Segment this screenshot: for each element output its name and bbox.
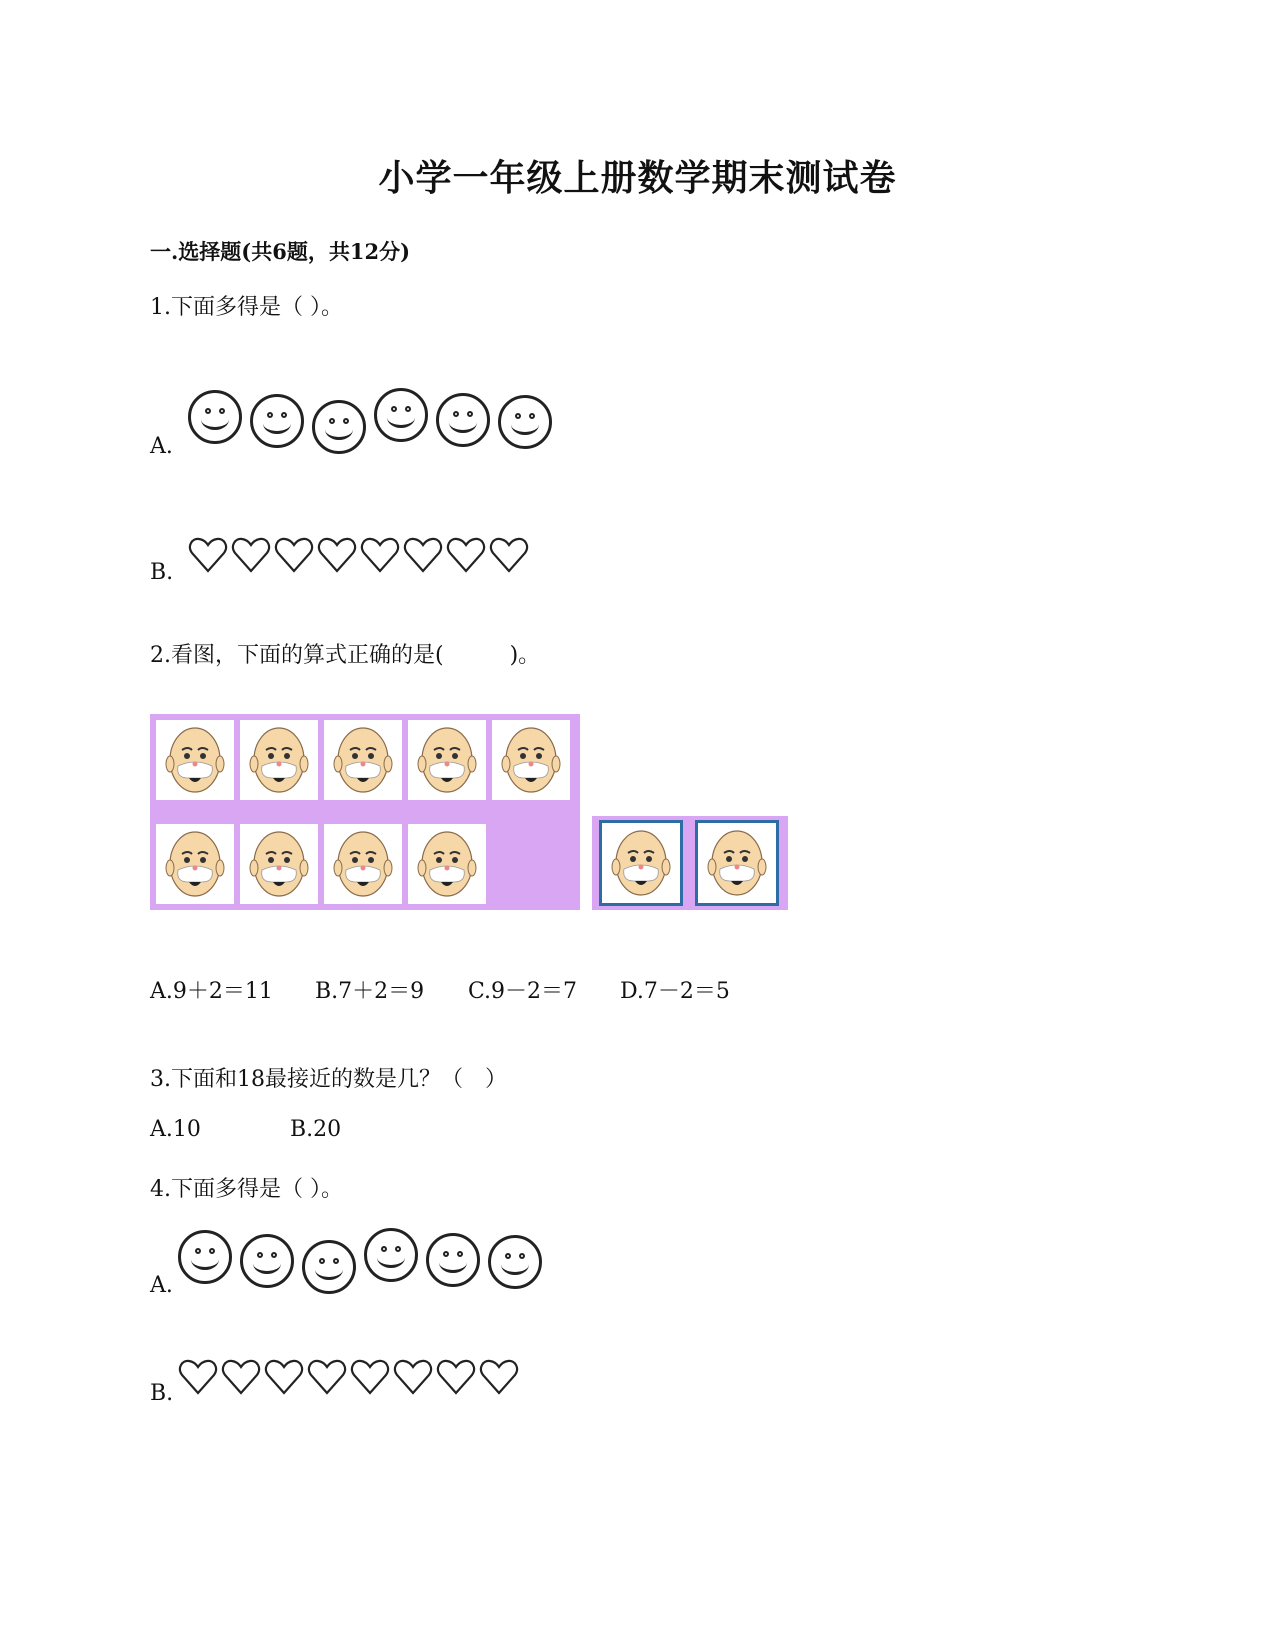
cartoon-face-picture [324,720,402,800]
smiley-face-icon [250,394,304,448]
heart-icon [436,1358,476,1396]
smiley-face-icon [498,395,552,449]
q2-option-b[interactable]: B.7＋2＝9 [315,979,425,1004]
smiley-face-icon [178,1230,232,1284]
heart-icon [178,1358,218,1396]
heart-icon [231,536,271,574]
q4-option-b-label[interactable]: B. [150,1381,174,1406]
heart-icon [274,536,314,574]
question-3-stem: 3.下面和18最接近的数是几？（ ） [150,1067,507,1092]
smiley-face-icon [488,1235,542,1289]
q2-option-a[interactable]: A.9＋2＝11 [150,979,273,1004]
question-4-stem: 4.下面多得是（ ）。 [150,1177,343,1202]
q4-option-a-label[interactable]: A. [150,1273,173,1298]
q2-small-group-picture [592,816,788,910]
smiley-face-icon [188,390,242,444]
heart-icon [188,536,228,574]
heart-icon [350,1358,390,1396]
smiley-face-icon [302,1240,356,1294]
smiley-face-icon [436,393,490,447]
cartoon-face-picture [602,823,680,903]
cartoon-face-picture [408,824,486,904]
q2-big-group-picture [150,714,580,910]
heart-icon [446,536,486,574]
heart-icon [360,536,400,574]
cartoon-face-picture [492,720,570,800]
cartoon-face-picture [156,824,234,904]
heart-icon [479,1358,519,1396]
cartoon-face-picture [240,720,318,800]
smiley-face-icon [240,1234,294,1288]
question-1-stem: 1.下面多得是（ ）。 [150,295,343,320]
section-heading: 一.选择题(共6题，共12分) [150,239,411,264]
cartoon-face-picture [240,824,318,904]
heart-icon [393,1358,433,1396]
smiley-face-icon [364,1228,418,1282]
q3-option-a[interactable]: A.10 [150,1117,201,1142]
q1-heart-row [188,536,548,580]
q1-option-a-label[interactable]: A. [150,434,173,459]
q3-option-b[interactable]: B.20 [290,1117,342,1142]
heart-icon [307,1358,347,1396]
smiley-face-icon [312,400,366,454]
heart-icon [403,536,443,574]
cartoon-face-picture [408,720,486,800]
cartoon-face-picture [324,824,402,904]
q2-option-d[interactable]: D.7－2＝5 [620,979,730,1004]
heart-icon [221,1358,261,1396]
q2-option-c[interactable]: C.9－2＝7 [468,979,578,1004]
cartoon-face-picture [156,720,234,800]
q1-smiley-row [188,390,568,452]
page-title: 小学一年级上册数学期末测试卷 [378,157,897,199]
q1-option-b-label[interactable]: B. [150,560,174,585]
cartoon-face-picture [698,823,776,903]
question-2-stem: 2.看图，下面的算式正确的是( )。 [150,643,541,668]
smiley-face-icon [426,1233,480,1287]
heart-icon [317,536,357,574]
smiley-face-icon [374,388,428,442]
q4-heart-row [178,1358,538,1402]
q4-smiley-row [178,1230,558,1292]
heart-icon [264,1358,304,1396]
heart-icon [489,536,529,574]
